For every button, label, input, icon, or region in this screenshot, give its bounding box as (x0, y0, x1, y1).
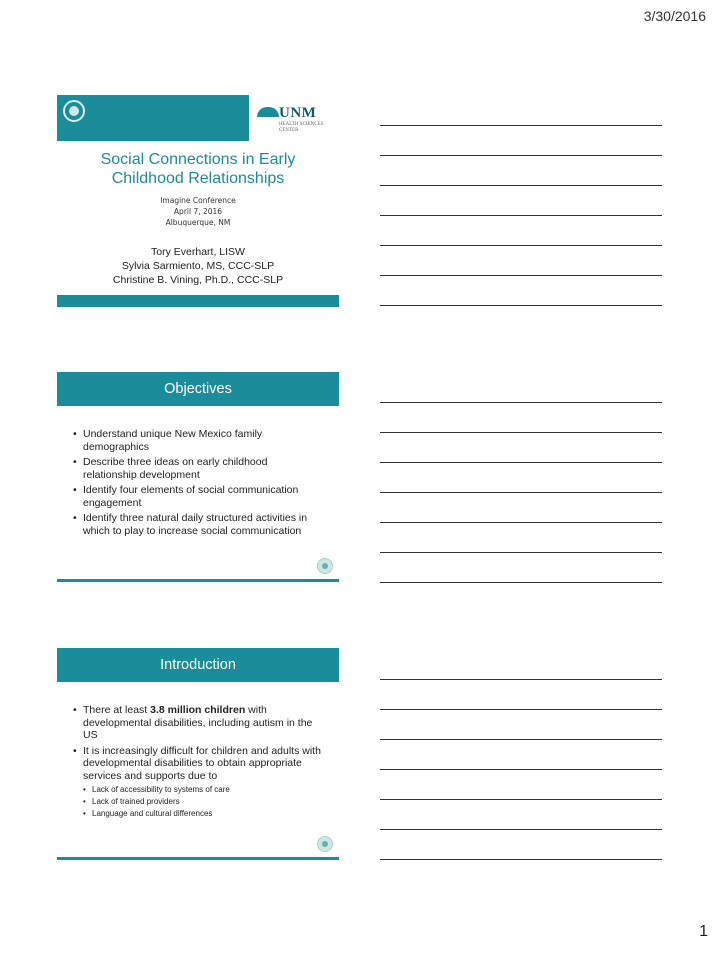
slide-header: Introduction (57, 648, 339, 682)
slide-title-bottom-bar (57, 295, 339, 307)
author-2: Sylvia Sarmiento, MS, CCC-SLP (121, 260, 275, 272)
slide-footer-line (57, 857, 339, 860)
note-line (380, 492, 662, 493)
note-line (380, 679, 662, 680)
bullet-item: • Identify three natural daily structured activities in which to play to increase social communication (73, 512, 323, 537)
author-1: Tory Everhart, LISW (151, 246, 245, 258)
sub-bullet-list (83, 784, 323, 820)
note-line (380, 582, 662, 583)
note-line (380, 709, 662, 710)
author-list (57, 245, 339, 287)
note-line (380, 739, 662, 740)
slide-title (57, 95, 339, 307)
slide-header: Objectives (57, 372, 339, 406)
bullet-list (73, 428, 323, 540)
note-line (380, 275, 662, 276)
presentation-title (57, 150, 339, 188)
note-line (380, 552, 662, 553)
seal-icon (317, 558, 333, 574)
bullet-item (73, 745, 323, 821)
bullet-text: There at least (83, 704, 151, 716)
page-date: 3/30/2016 (643, 8, 706, 24)
slide-objectives (57, 372, 339, 582)
event-location: Albuquerque, NM (165, 218, 231, 227)
bullet-list (73, 704, 323, 823)
note-line (380, 215, 662, 216)
bullet-item: • Identify four elements of social communication engagement (73, 484, 323, 509)
logo-sub-text: HEALTH SCIENCES CENTER (279, 122, 324, 133)
event-date: April 7, 2016 (173, 207, 223, 216)
logo-main-text: UNM (279, 105, 317, 121)
page-number: 1 (699, 923, 708, 940)
logo-arch-icon (257, 107, 279, 117)
sub-bullet-item: • Lack of trained providers (83, 796, 323, 808)
note-line (380, 155, 662, 156)
note-line (380, 799, 662, 800)
note-line (380, 245, 662, 246)
note-line (380, 402, 662, 403)
title-line-2: Childhood Relationships (111, 170, 285, 187)
slide-title-top-bar (57, 95, 339, 141)
event-info (57, 195, 339, 228)
note-line (380, 185, 662, 186)
title-line-1: Social Connections in Early (100, 151, 296, 168)
slide-footer-line (57, 579, 339, 582)
unm-logo (249, 95, 339, 141)
note-line (380, 462, 662, 463)
note-line (380, 305, 662, 306)
seal-icon (63, 100, 85, 122)
bullet-text: It is increasingly difficult for children and adults with developmental disabilities to obtain appropriate services and supports due to (83, 744, 321, 782)
note-line (380, 125, 662, 126)
sub-bullet-item: • Lack of accessibility to systems of care (83, 784, 323, 796)
note-line (380, 769, 662, 770)
seal-icon (317, 836, 333, 852)
sub-bullet-item: • Language and cultural differences (83, 808, 323, 820)
event-name: Imagine Conference (160, 196, 236, 205)
bullet-item: • Describe three ideas on early childhood relationship development (73, 456, 323, 481)
note-line (380, 829, 662, 830)
author-3: Christine B. Vining, Ph.D., CCC-SLP (112, 274, 284, 286)
bullet-item (73, 704, 323, 742)
slide-introduction (57, 648, 339, 860)
note-line (380, 522, 662, 523)
bullet-text: with developmental disabilities, including autism in the US (83, 704, 313, 741)
bullet-item: • Understand unique New Mexico family demographics (73, 428, 323, 453)
note-line (380, 432, 662, 433)
note-line (380, 859, 662, 860)
bullet-bold-text: 3.8 million children (150, 704, 246, 716)
